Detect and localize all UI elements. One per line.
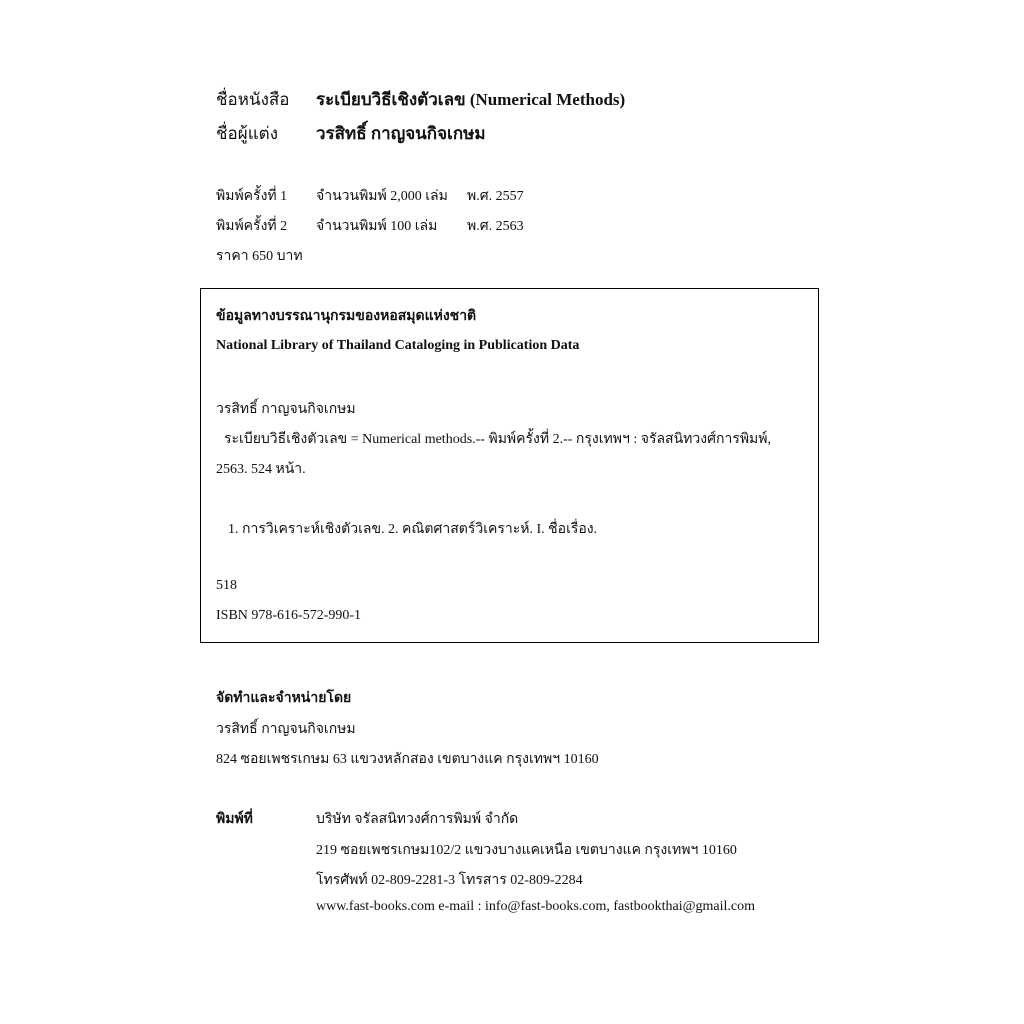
cip-entry-line1: ระเบียบวิธีเชิงตัวเลข = Numerical methods.-- พิมพ์ครั้งที่ 2.-- กรุงเทพฯ : จรัลสนิทวงศ์การพิมพ์, [224,432,772,447]
printing-1-label: พิมพ์ครั้งที่ 1 [216,189,288,204]
price: ราคา 650 บาท [216,249,303,264]
distributor-heading: จัดทำและจำหน่ายโดย [216,691,352,706]
cip-subjects: 1. การวิเคราะห์เชิงตัวเลข. 2. คณิตศาสตร์วิเคราะห์. I. ชื่อเรื่อง. [228,522,598,537]
printing-2-copies: จำนวนพิมพ์ 100 เล่ม [316,219,438,234]
printer-web-email: www.fast-books.com e-mail : info@fast-books.com, fastbookthai@gmail.com [316,899,755,914]
distributor-address: 824 ซอยเพชรเกษม 63 แขวงหลักสอง เขตบางแค กรุงเทพฯ 10160 [216,752,599,767]
book-title-label: ชื่อหนังสือ [216,90,290,109]
printing-1-year: พ.ศ. 2557 [467,189,524,204]
printer-name: บริษัท จรัลสนิทวงศ์การพิมพ์ จำกัด [316,812,519,827]
printer-phone: โทรศัพท์ 02-809-2281-3 โทรสาร 02-809-2284 [316,873,583,888]
printer-address: 219 ซอยเพชรเกษม102/2 แขวงบางแคเหนือ เขตบางแค กรุงเทพฯ 10160 [316,843,737,858]
cip-heading-english: National Library of Thailand Cataloging in Publication Data [216,338,580,353]
cip-entry-line2: 2563. 524 หน้า. [216,462,306,477]
printer-label: พิมพ์ที่ [216,812,253,827]
author-value: วรสิทธิ์ กาญจนกิจเกษม [316,124,486,143]
author-label: ชื่อผู้แต่ง [216,124,279,143]
printing-2-label: พิมพ์ครั้งที่ 2 [216,219,288,234]
book-title-value: ระเบียบวิธีเชิงตัวเลข (Numerical Methods) [316,90,626,109]
cip-heading-thai: ข้อมูลทางบรรณานุกรมของหอสมุดแห่งชาติ [216,309,477,324]
printing-1-copies: จำนวนพิมพ์ 2,000 เล่ม [316,189,448,204]
cip-class-number: 518 [216,578,237,593]
cip-author: วรสิทธิ์ กาญจนกิจเกษม [216,402,356,417]
distributor-name: วรสิทธิ์ กาญจนกิจเกษม [216,722,356,737]
cip-isbn: ISBN 978-616-572-990-1 [216,608,362,623]
printing-2-year: พ.ศ. 2563 [467,219,524,234]
